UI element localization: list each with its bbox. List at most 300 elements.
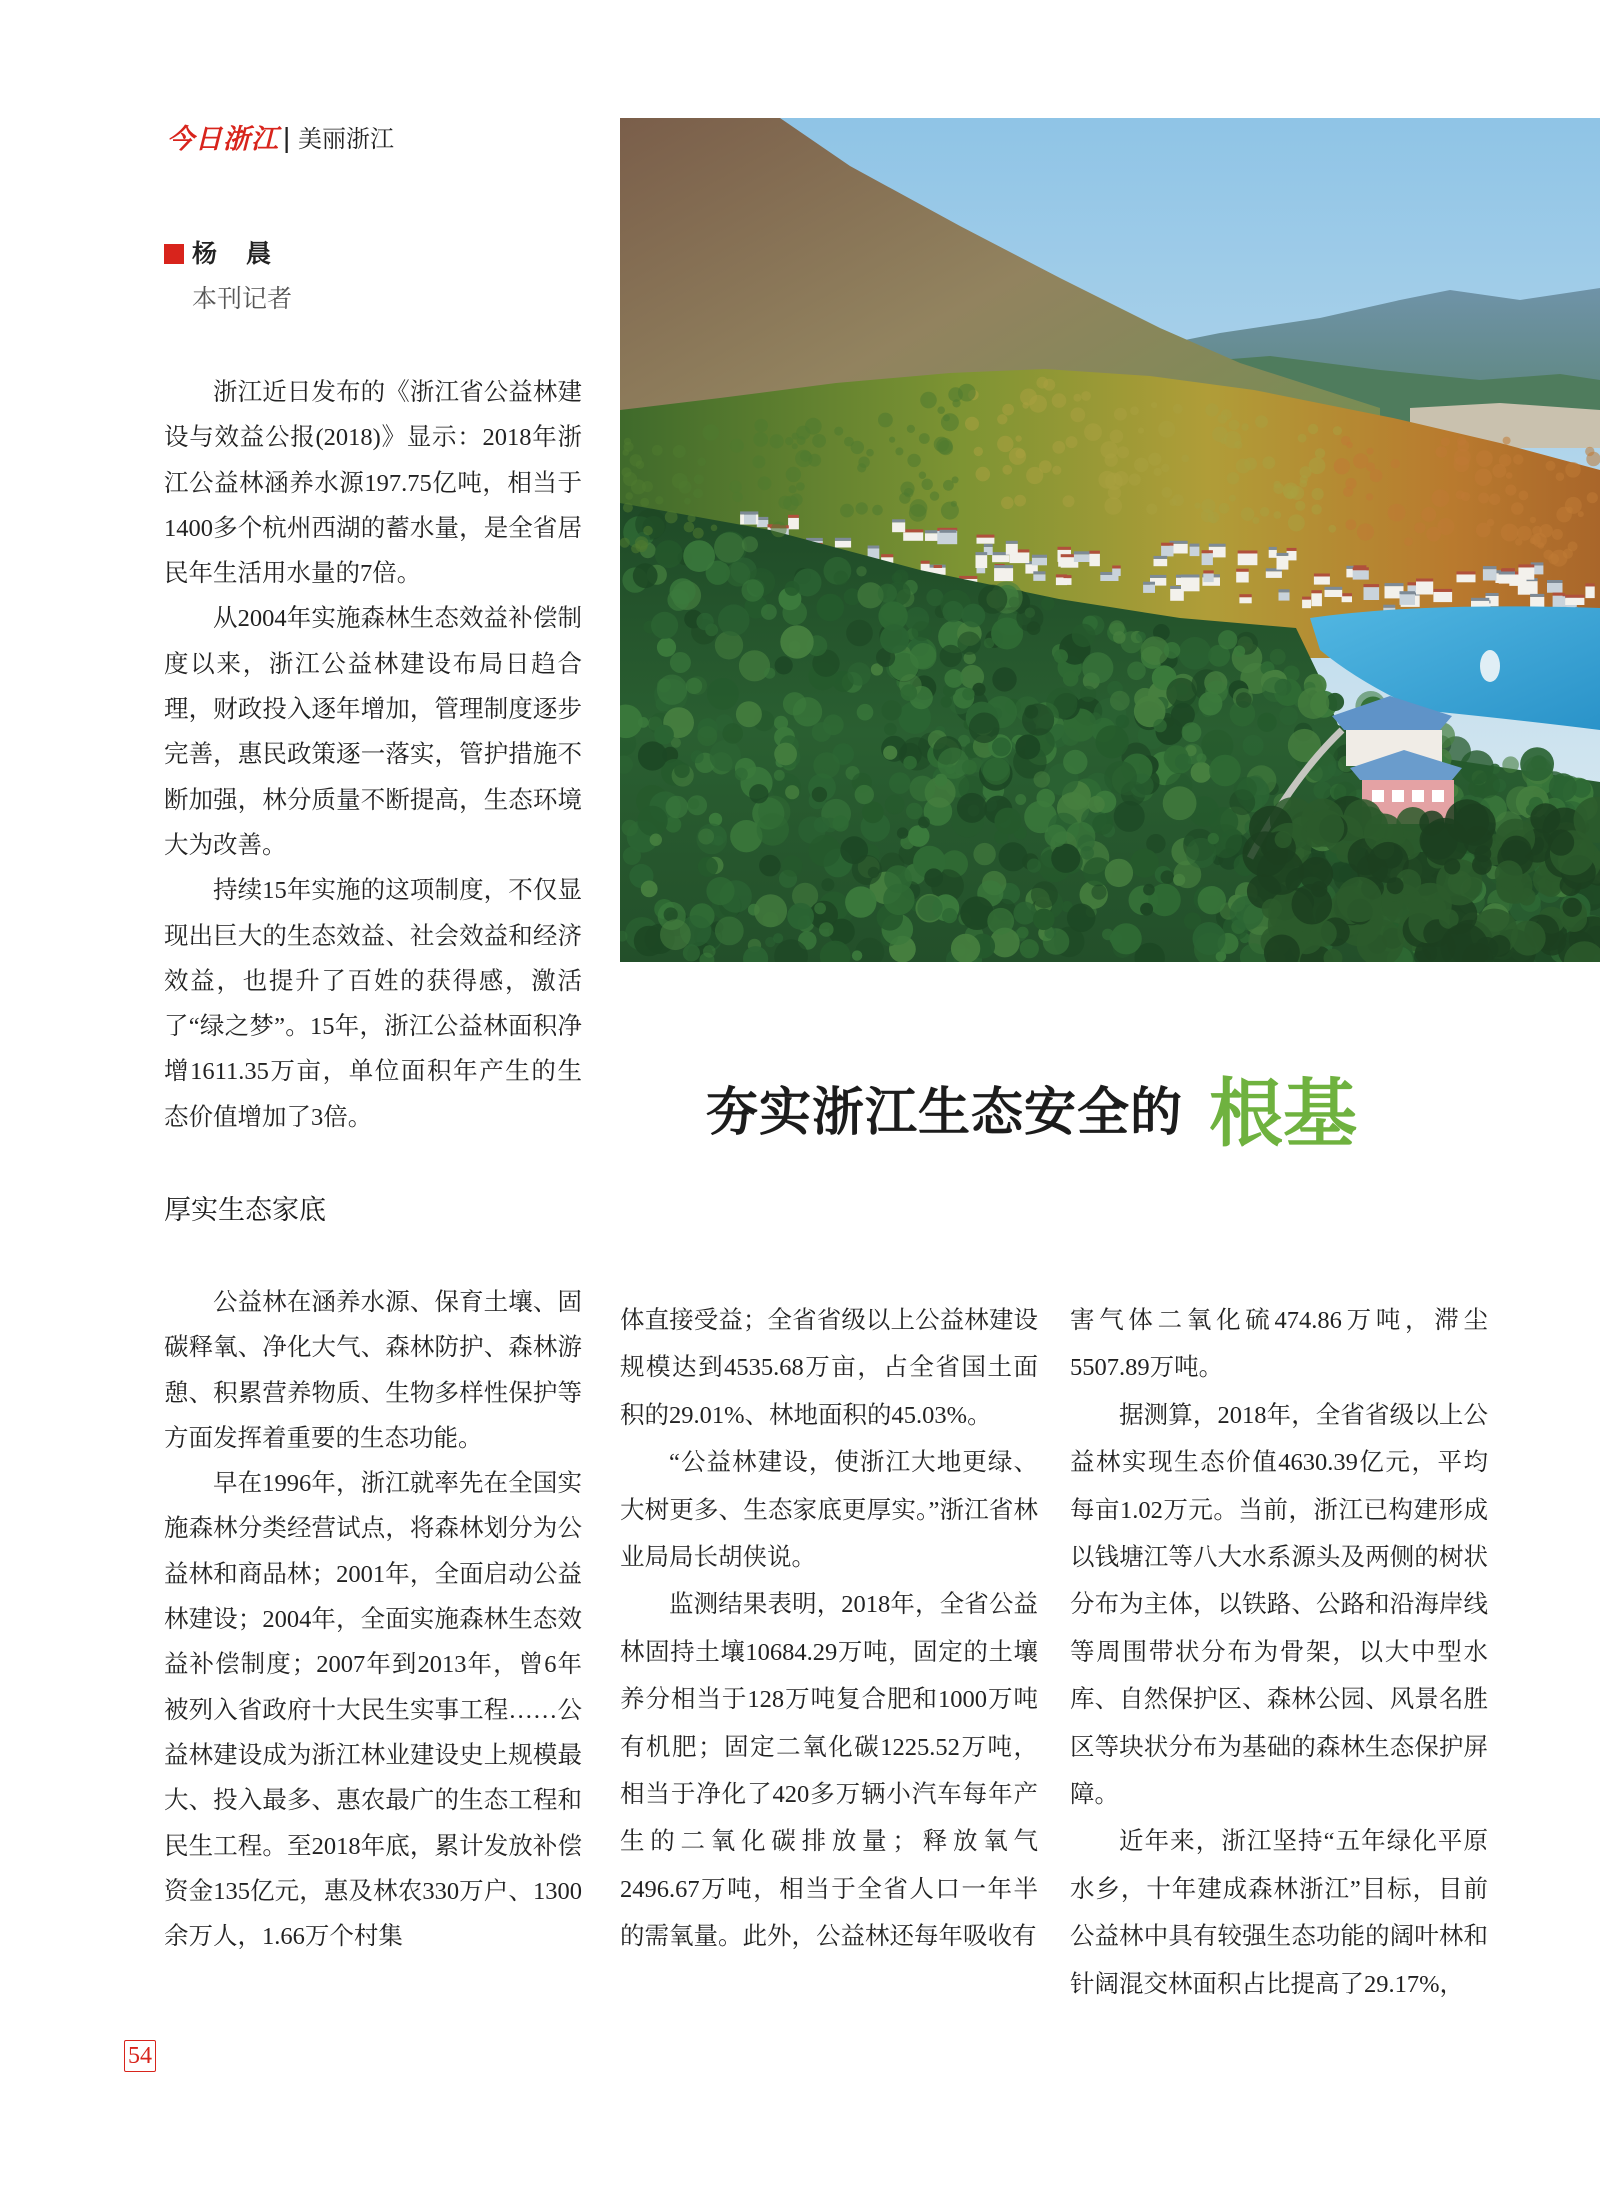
tree-crown — [906, 803, 923, 820]
hill-tree — [943, 415, 950, 422]
hill-tree — [758, 476, 772, 490]
tree-crown — [942, 908, 957, 923]
tree-crown — [757, 813, 789, 845]
tree-crown — [1179, 637, 1212, 670]
hill-tree — [684, 522, 695, 533]
tree-crown — [713, 836, 723, 846]
house-roof — [1161, 543, 1173, 546]
house-roof — [1553, 593, 1563, 596]
hill-tree — [1333, 426, 1342, 435]
hill-tree — [1241, 507, 1255, 521]
hill-tree — [930, 491, 939, 500]
hill-tree — [1457, 436, 1466, 445]
tree-crown — [962, 604, 986, 628]
hill-tree — [1172, 494, 1184, 506]
house-roof — [1314, 574, 1330, 577]
paragraph: 持续15年实施的这项制度，不仅显现出巨大的生态效益、社会效益和经济效益，也提升了百姓的获得感，激活了“绿之梦”。15年，浙江公益林面积净增1611.35万亩，单位面积年产生的生态价值增加了3倍。 — [164, 877, 582, 1131]
house — [757, 520, 769, 527]
tree-crown — [650, 834, 662, 846]
tree-crown — [992, 667, 1016, 691]
hill-tree — [1299, 480, 1307, 488]
house-roof — [1311, 590, 1322, 593]
tree-crown — [917, 896, 942, 921]
house-roof — [1486, 593, 1499, 596]
hill-tree — [771, 522, 787, 538]
tree-crown — [1033, 909, 1055, 931]
tree-crown — [1270, 649, 1286, 665]
house-roof — [921, 561, 930, 564]
tree-crown — [944, 669, 963, 688]
header-divider: | — [283, 122, 291, 153]
hill-tree — [1511, 502, 1524, 515]
hill-tree — [1487, 519, 1495, 527]
tree-crown — [951, 934, 980, 962]
hill-tree — [1532, 533, 1547, 548]
tree-crown — [1054, 649, 1068, 663]
tree-crown — [812, 787, 827, 802]
house — [1314, 577, 1330, 585]
tree-crown — [1520, 747, 1554, 781]
house-roof — [757, 517, 769, 520]
house-roof — [1416, 579, 1433, 582]
hill-tree — [1343, 487, 1353, 497]
house — [992, 555, 1009, 562]
hill-tree — [1229, 495, 1236, 502]
tree-crown — [1020, 939, 1039, 958]
tree-crown — [912, 621, 932, 641]
tree-crown — [1313, 781, 1331, 799]
paragraph: 浙江近日发布的《浙江省公益林建设与效益公报(2018)》显示：2018年浙江公益林涵养水源197.75亿吨，相当于1400多个杭州西湖的蓄水量，是全省居民年生活用水量的7倍。 — [164, 379, 582, 588]
hill-tree — [812, 434, 826, 448]
tree-crown — [903, 756, 917, 770]
tree-crown — [1143, 884, 1155, 896]
tree-crown — [1234, 777, 1257, 800]
tree-crown — [1090, 712, 1102, 724]
hill-tree — [1009, 448, 1026, 465]
intro-column — [164, 370, 582, 1140]
house-roof — [1279, 589, 1290, 592]
title-highlight: 根基 — [1209, 1072, 1358, 1155]
house-roof — [1033, 571, 1045, 574]
tree-crown — [641, 881, 658, 898]
house-roof — [1565, 595, 1584, 598]
tree-crown — [1175, 754, 1192, 771]
hill-tree — [1476, 450, 1493, 467]
section-heading: 厚实生态家底 — [164, 1195, 326, 1225]
magazine-logo: 今日浙江 — [167, 124, 279, 155]
house — [744, 515, 756, 524]
house-roof — [1238, 551, 1258, 554]
hill-tree — [1063, 495, 1075, 507]
tree-crown — [654, 725, 674, 745]
hill-tree — [1100, 441, 1118, 459]
hill-tree — [1556, 472, 1565, 481]
hill-tree — [770, 434, 784, 448]
hill-tree — [941, 502, 959, 520]
tree-crown — [657, 675, 687, 705]
hill-tree — [1506, 472, 1513, 479]
house — [1518, 567, 1534, 579]
foreground-tree — [1474, 845, 1491, 862]
tree-crown — [812, 722, 832, 742]
tree-crown — [924, 868, 943, 887]
hill-tree — [1587, 492, 1598, 503]
tree-crown — [774, 743, 797, 766]
tree-crown — [651, 612, 678, 639]
tree-crown — [785, 785, 799, 799]
house — [977, 538, 995, 544]
tree-crown — [814, 903, 826, 915]
house-roof — [1383, 605, 1395, 608]
foreground-tree — [1262, 899, 1282, 919]
tree-crown — [1279, 707, 1298, 726]
hill-tree — [1552, 529, 1563, 540]
hill-tree — [857, 463, 866, 472]
hill-tree — [920, 392, 937, 409]
tree-crown — [707, 678, 739, 710]
hill-tree — [974, 447, 983, 456]
hill-tree — [1404, 537, 1413, 546]
tree-crown — [833, 815, 849, 831]
hill-tree — [1084, 423, 1102, 441]
tree-crown — [1051, 844, 1080, 873]
hill-tree — [693, 528, 704, 539]
tree-crown — [1209, 755, 1241, 787]
hill-tree — [783, 496, 798, 511]
hill-tree — [1158, 421, 1175, 438]
house-roof — [1385, 583, 1404, 586]
tree-crown — [1062, 728, 1080, 746]
tree-crown — [638, 806, 668, 836]
tree-crown — [686, 678, 702, 694]
hill-tree — [1454, 449, 1471, 466]
hill-tree — [684, 498, 691, 505]
tree-crown — [638, 717, 649, 728]
hill-tree — [1260, 507, 1270, 517]
tree-crown — [1063, 671, 1079, 687]
tree-crown — [1262, 677, 1287, 702]
landscape-photo-svg — [620, 118, 1600, 962]
hill-tree — [1366, 493, 1373, 500]
hill-tree — [693, 488, 703, 498]
hill-tree — [730, 439, 744, 453]
page-number: 54 — [124, 2040, 156, 2072]
hill-tree — [943, 480, 954, 491]
hill-tree — [1014, 495, 1026, 507]
tree-crown — [691, 750, 704, 763]
house-roof — [994, 565, 1013, 568]
hill-tree — [907, 454, 920, 467]
hill-tree — [1020, 389, 1037, 406]
hill-tree — [1501, 524, 1519, 542]
hill-tree — [1436, 446, 1448, 458]
house-roof — [892, 519, 905, 522]
tree-crown — [775, 656, 793, 674]
foreground-tree — [1563, 898, 1582, 917]
hill-tree — [753, 432, 768, 447]
house-roof — [1342, 593, 1352, 596]
hill-tree — [1432, 489, 1450, 507]
tree-crown — [941, 696, 952, 707]
tree-crown — [1166, 678, 1196, 708]
tree-crown — [809, 835, 841, 867]
house-roof — [1032, 555, 1047, 558]
tree-crown — [813, 752, 840, 779]
house — [892, 522, 905, 532]
tree-crown — [868, 867, 879, 878]
hill-tree — [1287, 491, 1295, 499]
hill-tree — [872, 505, 883, 516]
house — [1302, 600, 1311, 609]
tree-crown — [722, 723, 743, 744]
tree-crown — [718, 604, 750, 636]
tree-crown — [883, 746, 897, 760]
hill-tree — [1201, 509, 1214, 522]
tree-crown — [1193, 922, 1226, 955]
house-roof — [835, 538, 851, 541]
house — [1311, 593, 1322, 606]
tree-crown — [667, 589, 689, 611]
hill-tree — [1341, 436, 1351, 446]
house-roof — [788, 515, 799, 518]
paragraph: 公益林在涵养水源、保育土壤、固碳释氧、净化大气、森林防护、森林游憩、积累营养物质、生物多样性保护等方面发挥着重要的生态功能。 — [164, 1289, 582, 1452]
hill-tree — [1194, 502, 1200, 508]
tree-crown — [910, 643, 937, 670]
house-roof — [1364, 584, 1380, 587]
tree-crown — [884, 723, 897, 736]
hill-tree — [673, 445, 686, 458]
paragraph: “公益林建设，使浙江大地更绿、大树更多、生态家底更厚实。”浙江省林业局局长胡侠说。 — [620, 1449, 1038, 1572]
hill-tree — [697, 457, 706, 466]
house — [1269, 550, 1277, 558]
tree-crown — [715, 631, 743, 659]
hill-tree — [889, 437, 895, 443]
house — [1032, 558, 1047, 566]
hill-tree — [1130, 406, 1139, 415]
hill-tree — [1104, 497, 1122, 515]
house-roof — [1585, 583, 1594, 586]
tree-crown — [1045, 825, 1068, 848]
house-roof — [984, 544, 993, 547]
body-column-3 — [1070, 1297, 1488, 2008]
house-roof — [1150, 575, 1166, 578]
tree-crown — [1080, 686, 1096, 702]
hill-tree — [1002, 404, 1014, 416]
hill-tree — [1311, 504, 1321, 514]
tree-crown — [670, 652, 691, 673]
house — [940, 533, 957, 542]
hill-tree — [1353, 453, 1368, 468]
hill-tree — [851, 441, 864, 454]
paragraph: 监测结果表明，2018年，全省公益林固持土壤10684.29万吨，固定的土壤养分相当于128万吨复合肥和1000万吨有机肥；固定二氧化碳1225.52万吨，相当于净化了420多万辆小汽车每年产生的二氧化碳排放量；释放氧气2496.67万吨，相当于全省人口一年半的需氧量。此外，公益林还每年吸收有 — [620, 1591, 1038, 1951]
hill-tree — [789, 485, 797, 493]
tree-crown — [1072, 624, 1096, 648]
hill-tree — [919, 433, 930, 444]
tree-crown — [774, 716, 788, 730]
tree-crown — [846, 620, 873, 647]
hill-tree — [624, 438, 631, 445]
hill-tree — [1070, 407, 1085, 422]
hill-tree — [1499, 454, 1512, 467]
hill-tree — [976, 467, 991, 482]
hill-tree — [643, 526, 653, 536]
hill-tree — [834, 427, 843, 436]
house-roof — [1143, 582, 1155, 585]
hill-tree — [621, 467, 631, 477]
hill-tree — [1255, 415, 1268, 428]
hill-tree — [1138, 428, 1144, 434]
tree-crown — [1198, 886, 1226, 914]
tree-crown — [742, 579, 764, 601]
house — [1416, 582, 1433, 595]
hill-tree — [625, 492, 633, 500]
tree-crown — [845, 886, 876, 917]
tree-crown — [918, 817, 930, 829]
tree-crown — [889, 772, 911, 794]
foreground-tree — [1495, 860, 1523, 888]
hill-tree — [1252, 517, 1259, 524]
hill-tree — [937, 406, 945, 414]
hill-tree — [1273, 483, 1284, 494]
hill-tree — [1151, 402, 1157, 408]
hill-tree — [655, 496, 663, 504]
tree-crown — [1205, 680, 1228, 703]
house-roof — [1353, 567, 1369, 570]
hill-tree — [1224, 431, 1242, 449]
hill-tree — [1173, 404, 1183, 414]
hill-tree — [1217, 414, 1227, 424]
tree-crown — [703, 945, 716, 958]
house — [1203, 573, 1213, 582]
house — [903, 532, 923, 541]
hill-tree — [895, 447, 903, 455]
house-roof — [1483, 566, 1497, 569]
hill-tree — [1437, 518, 1454, 535]
house-roof — [1209, 544, 1226, 547]
tree-crown — [901, 684, 918, 701]
tree-crown — [1024, 705, 1038, 719]
tree-crown — [1096, 725, 1129, 758]
foreground-tree — [1444, 858, 1460, 874]
foreground-tree — [1257, 848, 1304, 895]
hill-tree — [1328, 525, 1336, 533]
tree-crown — [1092, 814, 1113, 835]
tree-crown — [633, 563, 658, 588]
house — [1190, 547, 1200, 557]
house — [788, 518, 799, 530]
hill-tree — [840, 504, 854, 518]
house-roof — [1112, 566, 1121, 569]
house — [976, 555, 988, 568]
hill-tree — [1475, 469, 1492, 486]
foreground-tree — [1307, 809, 1345, 847]
paragraph: 据测算，2018年，全省省级以上公益林实现生态价值4630.39亿元，平均每亩1.02万元。当前，浙江已构建形成以钱塘江等八大水系源头及两侧的树状分布为主体，以铁路、公路和沿海岸线等周围带状分布为骨架，以大中型水库、自然保护区、森林公园、风景名胜区等块状分布为基础的森林生态保护屏障。 — [1070, 1401, 1488, 1809]
hill-tree — [694, 474, 704, 484]
tree-crown — [622, 820, 638, 836]
foreground-tree — [1387, 877, 1404, 894]
house-roof — [881, 554, 893, 557]
hill-tree — [1229, 420, 1240, 431]
hill-tree — [1298, 434, 1307, 443]
tree-crown — [885, 795, 905, 815]
tree-crown — [862, 801, 884, 823]
tree-crown — [856, 566, 866, 576]
house — [1161, 546, 1173, 557]
tree-crown — [1067, 904, 1096, 933]
tree-crown — [1091, 885, 1106, 900]
house — [1143, 585, 1155, 593]
tree-crown — [1110, 691, 1130, 711]
tree-crown — [943, 601, 964, 622]
hill-tree — [1066, 436, 1078, 448]
hill-tree — [1114, 408, 1127, 421]
tree-crown — [1127, 662, 1146, 681]
hill-tree — [640, 498, 649, 507]
hill-tree — [792, 433, 799, 440]
foreground-tree — [1275, 831, 1292, 848]
title-main: 夯实浙江生态安全的 — [706, 1085, 1184, 1142]
tree-crown — [774, 770, 785, 781]
hill-tree — [636, 460, 645, 469]
tree-crown — [969, 713, 1000, 744]
tree-crown — [1109, 620, 1125, 636]
house — [1457, 574, 1476, 582]
hill-tree — [1262, 456, 1275, 469]
tree-crown — [749, 784, 768, 803]
tree-crown — [1088, 796, 1105, 813]
tree-crown — [1034, 771, 1051, 788]
hill-tree — [1543, 550, 1553, 560]
tree-crown — [1017, 927, 1029, 939]
house-roof — [1547, 580, 1563, 583]
tree-crown — [1182, 722, 1202, 742]
tree-crown — [1208, 833, 1219, 844]
tree-crown — [1163, 786, 1197, 820]
hill-tree — [800, 451, 811, 462]
tree-crown — [674, 762, 690, 778]
tree-crown — [706, 877, 734, 905]
hill-tree — [1513, 454, 1523, 464]
hill-tree — [878, 413, 893, 428]
hill-tree — [1565, 462, 1581, 478]
hill-tree — [1478, 493, 1489, 504]
hill-tree — [702, 424, 719, 441]
tree-crown — [882, 700, 902, 720]
tree-crown — [1104, 761, 1137, 794]
tree-crown — [1046, 688, 1077, 719]
hill-tree — [1441, 437, 1450, 446]
tree-crown — [883, 884, 914, 915]
tree-crown — [973, 843, 995, 865]
hill-tree — [1015, 435, 1021, 441]
hill-tree — [866, 449, 874, 457]
house-roof — [1457, 571, 1476, 574]
house-roof — [1433, 589, 1452, 592]
house-roof — [1471, 598, 1489, 601]
house-roof — [1302, 597, 1311, 600]
hill-tree — [1148, 453, 1161, 466]
hill-tree — [1519, 491, 1529, 501]
tree-crown — [1015, 735, 1040, 760]
house-roof — [1518, 564, 1534, 567]
hill-tree — [1002, 465, 1012, 475]
house-roof — [977, 535, 995, 538]
hill-tree — [1295, 501, 1305, 511]
landscape-photo — [620, 118, 1600, 962]
tree-crown — [634, 926, 665, 957]
hill-tree — [1546, 461, 1556, 471]
hill-tree — [652, 445, 663, 456]
